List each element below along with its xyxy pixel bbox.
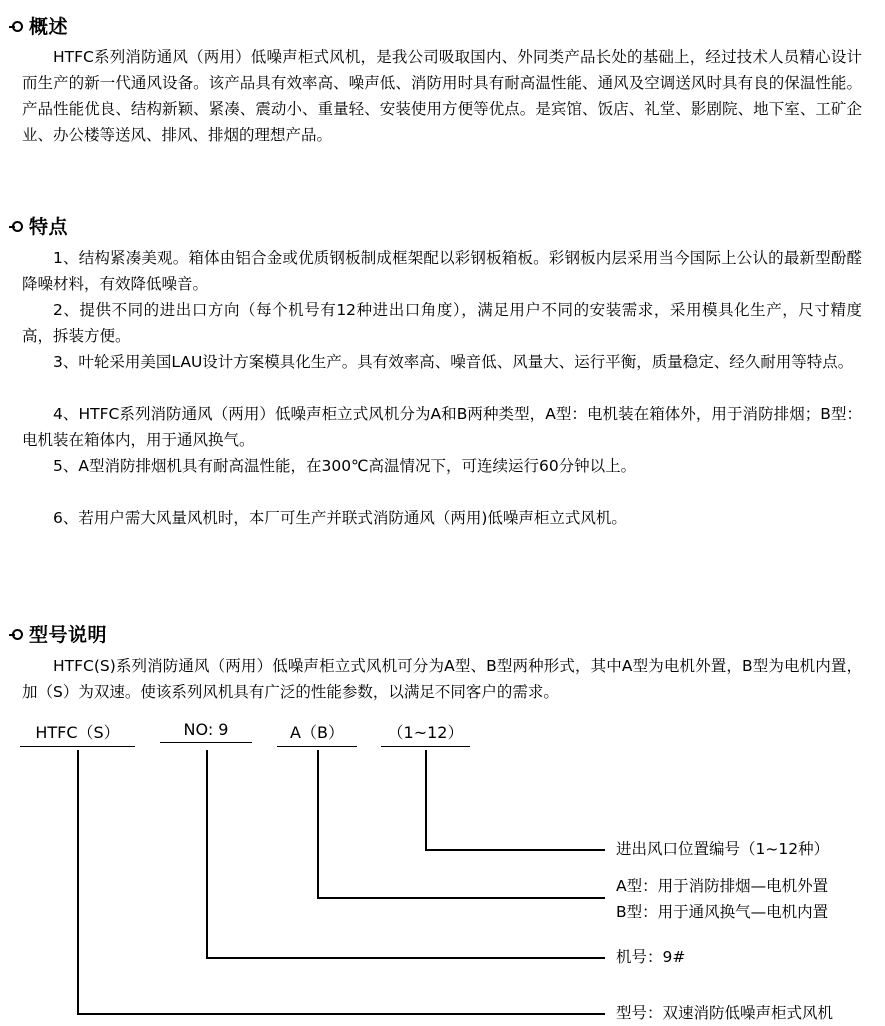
legend-type-b: B型：用于通风换气—电机内置 xyxy=(616,903,829,921)
bullet-marker-icon xyxy=(12,221,23,232)
leader-line-type-horizontal xyxy=(317,897,605,899)
code-part-series: HTFC（S） xyxy=(20,720,135,747)
feature-item-1: 1、结构紧凑美观。箱体由铝合金或优质钢板制成框架配以彩钢板箱板。彩钢板内层采用当今国际上公认的最新型酚醛降噪材料，有效降低噪音。 xyxy=(22,249,862,293)
leader-line-type-vertical xyxy=(317,750,319,898)
code-part-number: NO: 9 xyxy=(160,720,252,743)
code-part-port: （1~12） xyxy=(381,720,470,747)
section-heading-overview xyxy=(12,12,68,39)
model-code-diagram xyxy=(0,706,885,1026)
leader-line-port-horizontal xyxy=(425,849,605,851)
feature-item-3: 3、叶轮采用美国LAU设计方案模具化生产。具有效率高、噪音低、风量大、运行平衡，质量稳定、经久耐用等特点。 xyxy=(53,353,854,371)
feature-item-6: 6、若用户需大风量风机时，本厂可生产并联式消防通风（两用)低噪声柜立式风机。 xyxy=(53,509,627,527)
feature-item-4: 4、HTFC系列消防通风（两用）低噪声柜立式风机分为A和B两种类型，A型：电机装在箱体外，用于消防排烟；B型：电机装在箱体内，用于通风换气。 xyxy=(22,405,862,449)
bullet-marker-icon xyxy=(12,629,23,640)
overview-paragraph: HTFC系列消防通风（两用）低噪声柜式风机，是我公司吸取国内、外同类产品长处的基础上，经过技术人员精心设计而生产的新一代通风设备。该产品具有效率高、噪声低、消防用时具有耐高温性能、通风及空调送风时具有良的保温性能。产品性能优良、结构新颖、紧凑、震动小、重量轻、安装使用方便等优点。是宾馆、饭店、礼堂、影剧院、地下室、工矿企业、办公楼等送风、排风、排烟的理想产品。 xyxy=(22,48,862,144)
legend-machine-number: 机号：9# xyxy=(616,948,686,966)
feature-item-5: 5、A型消防排烟机具有耐高温性能，在300℃高温情况下，可连续运行60分钟以上。 xyxy=(53,457,637,475)
leader-line-series-horizontal xyxy=(77,1013,605,1015)
section-title-model: 型号说明 xyxy=(29,624,108,646)
model-paragraph: HTFC(S)系列消防通风（两用）低噪声柜立式风机可分为A型、B型两种形式，其中A型为电机外置，B型为电机内置，加（S）为双速。使该系列风机具有广泛的性能参数，以满足不同客户的需求。 xyxy=(22,657,862,701)
leader-line-number-vertical xyxy=(206,750,208,958)
section-heading-features xyxy=(12,212,68,239)
feature-item-2: 2、提供不同的进出口方向（每个机号有12种进出口角度），满足用户不同的安装需求，采用模具化生产，尺寸精度高，拆装方便。 xyxy=(22,301,862,345)
section-title-features: 特点 xyxy=(29,216,69,238)
legend-port-position: 进出风口位置编号（1~12种） xyxy=(616,840,830,858)
section-title-overview: 概述 xyxy=(29,16,69,38)
leader-line-number-horizontal xyxy=(206,957,605,959)
leader-line-port-vertical xyxy=(425,750,427,850)
section-heading-model xyxy=(12,620,107,647)
legend-series-model: 型号：双速消防低噪声柜式风机 xyxy=(616,1004,834,1022)
leader-line-series-vertical xyxy=(77,750,79,1014)
legend-type-a: A型：用于消防排烟—电机外置 xyxy=(616,877,829,895)
code-part-type: A（B） xyxy=(277,720,357,747)
bullet-marker-icon xyxy=(12,21,23,32)
